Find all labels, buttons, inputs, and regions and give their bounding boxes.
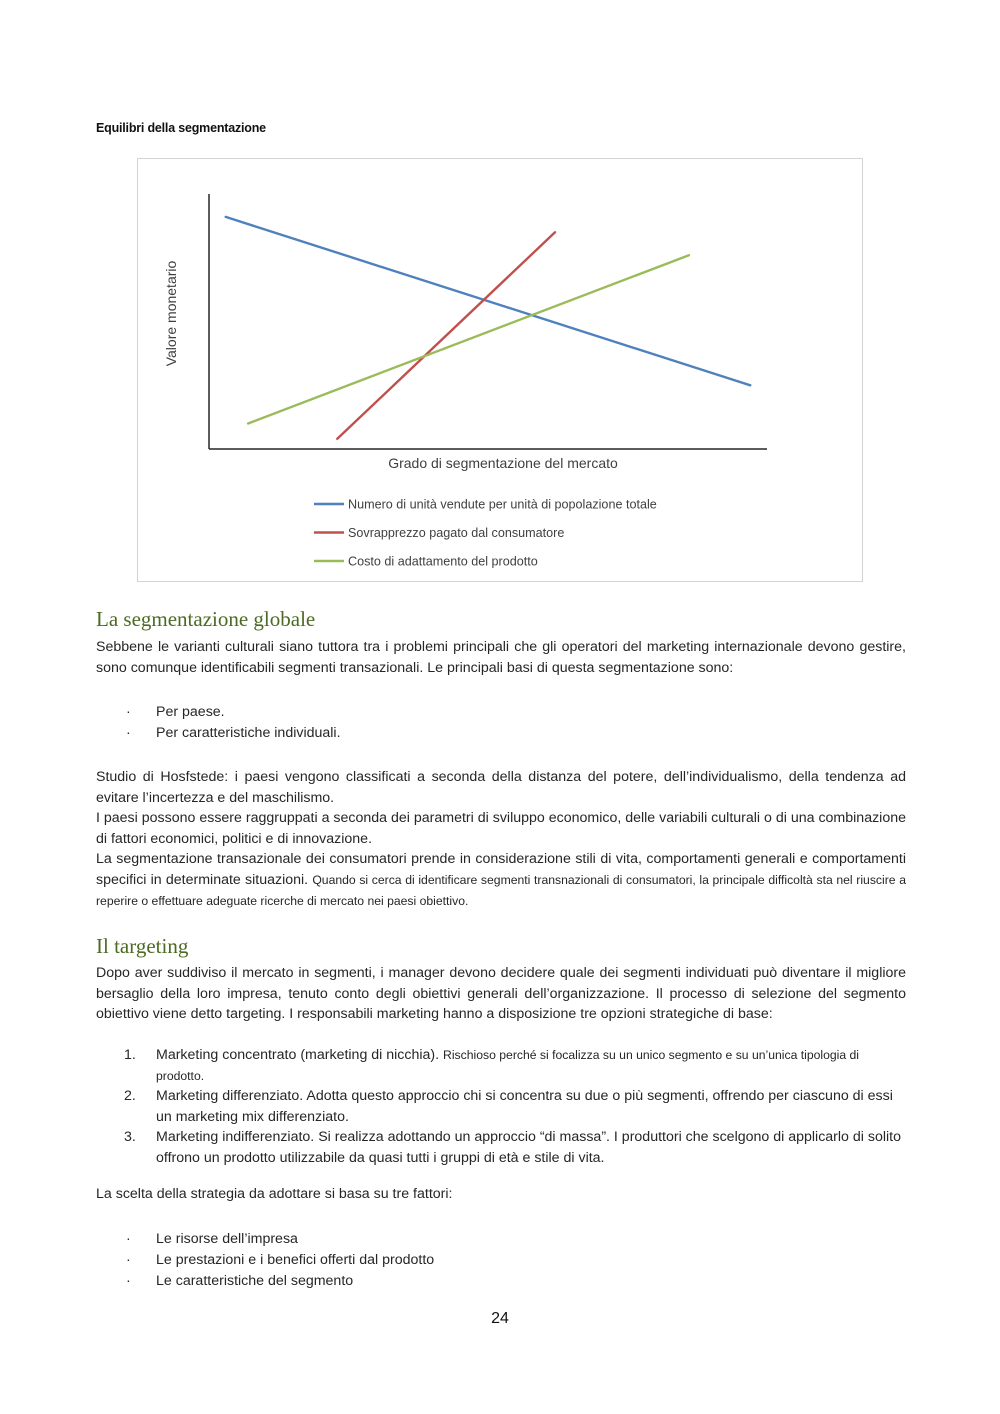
- section2-intro: [96, 963, 906, 1025]
- paragraph: Sebbene le varianti culturali siano tuttora tra i problemi principali che gli operatori del marketing internazionale devono gestire, sono comunque identificabili segmenti transazionali. Le principali basi di questa segmentazione sono:: [96, 639, 906, 676]
- list-item-text: Le prestazioni e i benefici offerti dal prodotto: [156, 1252, 435, 1268]
- list-item-text: Marketing differenziato. Adotta questo approccio chi si concentra su due o più segmenti, offrendo per ciascuno di essi un marketing mix differenziato.: [156, 1088, 893, 1125]
- paragraph-transazionale: [96, 849, 906, 911]
- list-item: [96, 1045, 906, 1086]
- list-item-text: Marketing indifferenziato. Si realizza adottando un approccio “di massa”. I produttori che scelgono di applicarlo di solito offrono un prodotto utilizzabile da quasi tutti i gruppi di età e stile di vita.: [156, 1129, 901, 1166]
- bullet-list-fattori: [96, 1229, 906, 1292]
- legend-label-3: Costo di adattamento del prodotto: [348, 554, 538, 569]
- series-line-1: [226, 217, 751, 385]
- y-axis-label: Valore monetario: [163, 260, 179, 367]
- x-axis-label: Grado di segmentazione del mercato: [388, 455, 618, 471]
- page-number: 24: [491, 1310, 509, 1327]
- paragraph: Dopo aver suddiviso il mercato in segmenti, i manager devono decidere quale dei segmenti individuati può diventare il migliore bersaglio della loro impresa, tenuto conto degli obiettivi generali dell’organizzazione. Il processo di selezione del segmento obiettivo viene detto targeting. I responsabili marketing hanno a disposizione tre opzioni strategiche di base:: [96, 965, 906, 1023]
- numbered-list-strategie: [96, 1045, 906, 1169]
- figure-caption: Equilibri della segmentazione: [96, 121, 266, 135]
- list-item: [96, 1250, 906, 1271]
- list-item-text: Le caratteristiche del segmento: [156, 1273, 354, 1289]
- legend-label-1: Numero di unità vendute per unità di popolazione totale: [348, 497, 657, 512]
- bullet-marker: ·: [126, 1273, 131, 1289]
- list-item: [96, 1127, 906, 1168]
- paragraph-raggruppamento: I paesi possono essere raggruppati a seconda dei parametri di sviluppo economico, delle variabili culturali o di una combinazione di fattori economici, politici e di innovazione.: [96, 810, 906, 847]
- series-line-3: [248, 255, 689, 423]
- bullet-list-bases: [96, 702, 906, 744]
- bullet-marker: ·: [126, 1252, 131, 1268]
- paragraph-main-text: La segmentazione transazionale dei consumatori prende in considerazione stili di vita, comportamenti generali e comportamenti specifici in determinate situazioni.: [96, 851, 906, 888]
- list-item-small-text: Rischioso perché si focalizza su un unico segmento e su un’unica tipologia di prodotto.: [156, 1048, 860, 1083]
- bullet-marker: ·: [126, 704, 131, 720]
- paragraph: La scelta della strategia da adottare si basa su tre fattori:: [96, 1186, 453, 1202]
- list-item: [96, 1086, 906, 1127]
- list-item: [96, 702, 906, 723]
- list-item-text: Le risorse dell’impresa: [156, 1231, 298, 1247]
- paragraph-small-text: Quando si cerca di identificare segmenti transnazionali di consumatori, la principale difficoltà sta nel riuscire a reperire o effettuare adeguate ricerche di mercato nei paesi obiettivo.: [96, 872, 906, 908]
- list-number: 3.: [124, 1129, 136, 1146]
- section2-choice: [96, 1184, 906, 1205]
- legend-label-2: Sovrapprezzo pagato dal consumatore: [348, 526, 565, 540]
- line-chart: [138, 159, 862, 581]
- section1-body: [96, 767, 906, 911]
- list-number: 1.: [124, 1047, 136, 1063]
- paragraph-hofstede: Studio di Hosfstede: i paesi vengono classificati a seconda della distanza del potere, dell’individualismo, della tendenza ad evitare l’incertezza e del maschilismo.: [96, 769, 906, 806]
- list-item: [96, 723, 906, 744]
- bullet-marker: ·: [126, 1231, 131, 1247]
- list-item-text: Marketing concentrato (marketing di nicchia).: [156, 1047, 440, 1063]
- chart-container: [137, 158, 863, 582]
- list-item-text: Per paese.: [156, 704, 225, 720]
- section-title-targeting: Il targeting: [96, 934, 189, 958]
- section1-intro: [96, 637, 906, 678]
- bullet-marker: ·: [126, 725, 131, 741]
- list-item-text: Per caratteristiche individuali.: [156, 725, 341, 741]
- list-item: [96, 1229, 906, 1250]
- list-number: 2.: [124, 1088, 136, 1105]
- section-title-segmentazione: La segmentazione globale: [96, 607, 316, 631]
- list-item: [96, 1271, 906, 1292]
